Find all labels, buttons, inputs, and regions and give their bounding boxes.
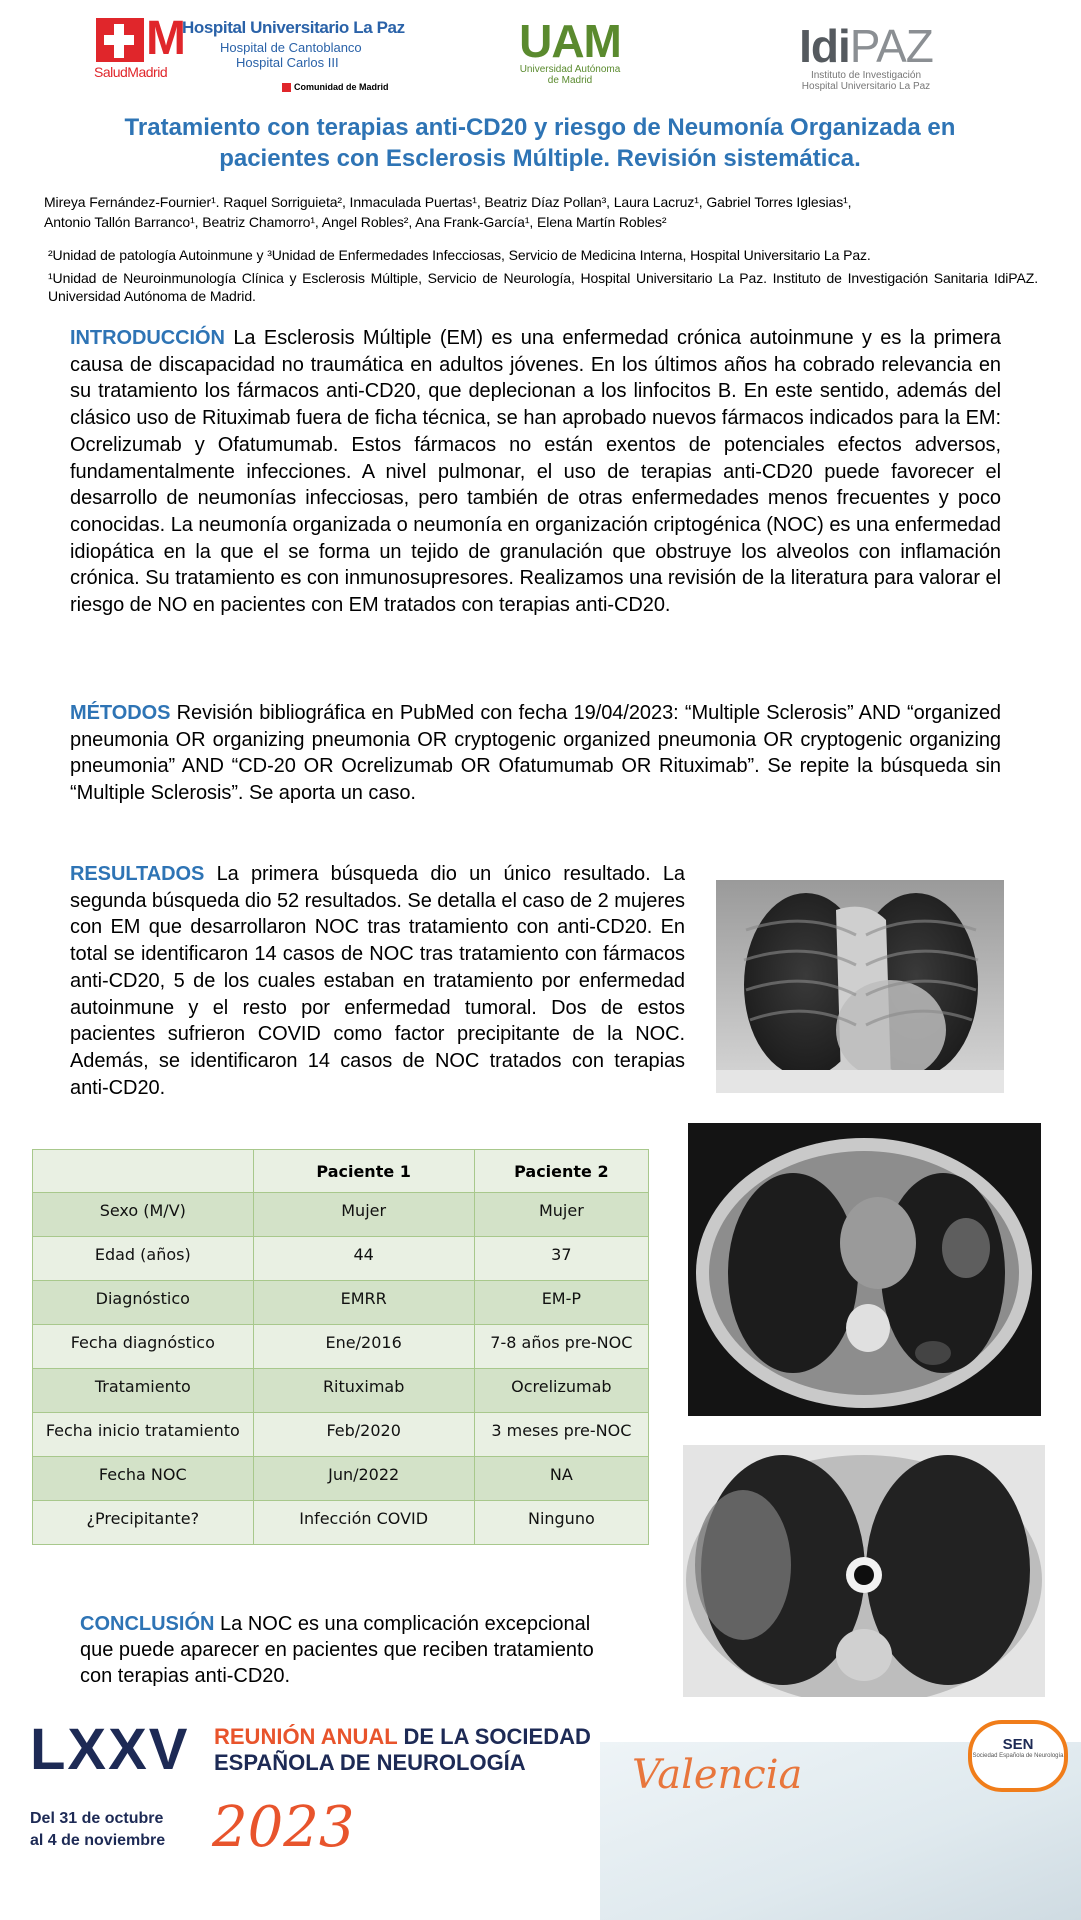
methods-heading: MÉTODOS	[70, 702, 171, 724]
affiliation-1: ²Unidad de patología Autoinmune y ³Unidad de Enfermedades Infecciosas, Servicio de Medicina Interna, Hospital Universitario La Paz.	[48, 247, 871, 263]
table-cell: Mujer	[253, 1193, 474, 1237]
table-cell: EM-P	[474, 1281, 648, 1325]
uam-sub1: Universidad Autónoma	[519, 64, 621, 75]
table-row	[33, 1413, 649, 1457]
table-cell: Fecha diagnóstico	[33, 1325, 254, 1369]
chest-xray-image	[716, 880, 1004, 1093]
salud-madrid-cross-icon	[96, 18, 144, 62]
results-text: La primera búsqueda dio un único resultado. La segunda búsqueda dio 52 resultados. Se detalla el caso de 2 mujeres con EM que desarrollaron NOC tras tratamiento con anti-CD20. En total se identificaron 14 casos de NOC tras tratamiento con fármacos anti-CD20, 5 de los cuales estaban en tratamiento por enfermedad autoinmune y el resto por enfermedad tumoral. Dos de estos pacientes sufrieron COVID como factor precipitante de la NOC. Además, se identificaron 14 casos de NOC tratados con terapias anti-CD20.	[70, 863, 686, 1099]
methods-section	[70, 700, 1001, 807]
hospital-sub2: Hospital Carlos III	[236, 55, 339, 70]
idipaz-sub2: Hospital Universitario La Paz	[801, 81, 931, 92]
congress-name: REUNIÓN ANUAL DE LA SOCIEDAD ESPAÑOLA DE NEUROLOGÍA	[214, 1724, 591, 1775]
affiliation-2: ¹Unidad de Neuroinmunología Clínica y Esclerosis Múltiple, Servicio de Neurología, Hospital Universitario La Paz. Instituto de Investigación Sanitaria IdiPAZ. Universidad Autónoma de Madrid.	[48, 270, 1038, 304]
table-header-row	[33, 1150, 649, 1193]
salud-madrid-m-mark: M	[146, 12, 186, 65]
congress-city: Valencia	[632, 1752, 803, 1798]
hospital-name: Hospital Universitario La Paz	[182, 18, 405, 37]
table-cell: Edad (años)	[33, 1237, 254, 1281]
table-cell: Ocrelizumab	[474, 1369, 648, 1413]
uam-sub2: de Madrid	[547, 75, 593, 86]
title-line2: pacientes con Esclerosis Múltiple. Revisión sistemática.	[219, 145, 861, 172]
congress-footer	[0, 1712, 1081, 1920]
comunidad-madrid-label: Comunidad de Madrid	[282, 82, 389, 92]
table-cell: Tratamiento	[33, 1369, 254, 1413]
introduction-section	[70, 325, 1001, 619]
patients-table	[32, 1149, 649, 1545]
table-cell: NA	[474, 1457, 648, 1501]
table-row	[33, 1369, 649, 1413]
table-cell: Fecha NOC	[33, 1457, 254, 1501]
table-cell: Rituximab	[253, 1369, 474, 1413]
table-header-cell	[33, 1150, 254, 1193]
table-cell: ¿Precipitante?	[33, 1501, 254, 1545]
hospital-la-paz-logo	[94, 12, 405, 102]
table-cell: Ene/2016	[253, 1325, 474, 1369]
table-row	[33, 1457, 649, 1501]
affiliations	[48, 246, 1038, 305]
conclusion-text: La NOC es una complicación excepcional que puede aparecer en pacientes que reciben tratamiento con terapias anti-CD20.	[80, 1613, 594, 1687]
salud-madrid-label: SaludMadrid	[94, 64, 168, 80]
conclusion-heading: CONCLUSIÓN	[80, 1613, 215, 1635]
conclusion-section	[80, 1611, 610, 1689]
comunidad-flag-icon	[282, 83, 291, 92]
idipaz-mark: IdiPAZ	[799, 20, 933, 72]
congress-year: 2023	[212, 1795, 355, 1860]
table-cell: Fecha inicio tratamiento	[33, 1413, 254, 1457]
table-cell: Sexo (M/V)	[33, 1193, 254, 1237]
introduction-text: La Esclerosis Múltiple (EM) es una enfermedad crónica autoinmune y es la primera causa de discapacidad no traumática en adultos jóvenes. En los últimos años ha cobrado relevancia en su tratamiento los fármacos anti-CD20, que deplecionan a los linfocitos B. En este sentido, además del clásico uso de Rituximab fuera de ficha técnica, se han aprobado nuevos fármacos indicados para la EM: Ocrelizumab y Ofatumumab. Estos fármacos no están exentos de potenciales efectos adversos, fundamentalmente infecciones. A nivel pulmonar, el uso de terapias anti-CD20 puede favorecer el desarrollo de neumonías infecciosas, pero también de otras enfermedades menos frecuentes y poco conocidas. La neumonía organizada o neumonía en organización criptogénica (NOC) es una enfermedad idiopática en la que el se forma un tejido de granulación que obstruye los alveolos con inflamación crónica. Su tratamiento es con inmunosupresores. Realizamos una revisión de la literatura para valorar el riesgo de NO en pacientes con EM tratados con terapias anti-CD20.	[70, 327, 1001, 617]
methods-text: Revisión bibliográfica en PubMed con fecha 19/04/2023: “Multiple Sclerosis” AND “organized pneumonia OR organizing pneumonia OR cryptogenic organized pneumonia OR cryptogenic organizing pneumonia” AND “CD-20 OR Ocrelizumab OR Ofatumumab OR Rituximab”. Se repite la búsqueda sin “Multiple Sclerosis”. Se aporta un caso.	[70, 702, 1001, 805]
table-cell: Diagnóstico	[33, 1281, 254, 1325]
table-row	[33, 1237, 649, 1281]
table-cell: Infección COVID	[253, 1501, 474, 1545]
authors-line2: Antonio Tallón Barranco¹, Beatriz Chamorro¹, Angel Robles², Ana Frank-García¹, Elena Martín Robles²	[44, 214, 667, 230]
table-cell: 3 meses pre-NOC	[474, 1413, 648, 1457]
table-cell: Feb/2020	[253, 1413, 474, 1457]
results-section	[70, 861, 685, 1101]
uam-logo	[500, 15, 640, 98]
table-cell: Ninguno	[474, 1501, 648, 1545]
poster-title	[40, 112, 1040, 174]
title-line1: Tratamiento con terapias anti-CD20 y riesgo de Neumonía Organizada en	[124, 114, 956, 141]
table-cell: Mujer	[474, 1193, 648, 1237]
congress-edition: LXXV	[30, 1717, 190, 1782]
table-cell: Jun/2022	[253, 1457, 474, 1501]
table-header-cell: Paciente 1	[253, 1150, 474, 1193]
idipaz-sub1: Instituto de Investigación	[810, 70, 922, 81]
table-row	[33, 1325, 649, 1369]
results-heading: RESULTADOS	[70, 863, 205, 885]
table-cell: 37	[474, 1237, 648, 1281]
table-row	[33, 1193, 649, 1237]
table-cell: EMRR	[253, 1281, 474, 1325]
chest-ct-image-2	[683, 1445, 1045, 1697]
table-header-cell: Paciente 2	[474, 1150, 648, 1193]
introduction-heading: INTRODUCCIÓN	[70, 327, 225, 349]
chest-ct-image-1	[688, 1123, 1041, 1416]
authors	[44, 192, 1044, 232]
table-cell: 7-8 años pre-NOC	[474, 1325, 648, 1369]
idipaz-logo	[776, 22, 956, 102]
table-cell: 44	[253, 1237, 474, 1281]
authors-line1: Mireya Fernández-Fournier¹. Raquel Sorriguieta², Inmaculada Puertas¹, Beatriz Díaz Pollan³, Laura Lacruz¹, Gabriel Torres Iglesias¹,	[44, 194, 852, 210]
uam-mark: UAM	[519, 15, 621, 67]
sen-logo: SEN Sociedad Española de Neurología	[968, 1720, 1068, 1792]
table-row	[33, 1281, 649, 1325]
hospital-sub1: Hospital de Cantoblanco	[220, 40, 362, 55]
table-row	[33, 1501, 649, 1545]
congress-dates: Del 31 de octubre al 4 de noviembre	[30, 1810, 166, 1849]
